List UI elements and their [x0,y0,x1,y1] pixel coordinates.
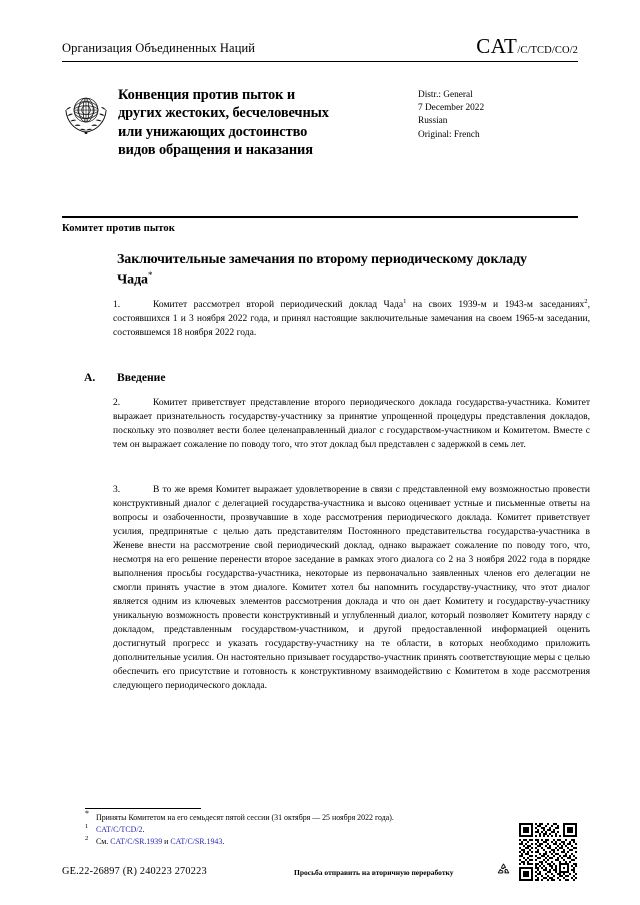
document-symbol-suffix: /C/TCD/CO/2 [517,45,578,56]
organization-name: Организация Объединенных Наций [62,41,256,56]
paragraph-1-text-mid: на своих 1939-м и 1943-м заседаниях [406,299,585,310]
convention-title [118,86,406,159]
footnote-divider [85,808,201,809]
footnote-list [85,809,505,848]
distribution-info [406,86,578,142]
section-a-label: Введение [117,371,166,384]
paragraph-3 [113,483,590,693]
distribution-original: Original: French [418,129,480,140]
paragraph-1-text-pre: Комитет рассмотрел второй периодический доклад Чада [153,299,404,310]
footnote-2-text-before: См. [96,837,111,847]
footnote-2-text-mid: и [162,837,171,847]
footnote-2-link-2[interactable]: CAT/C/SR.1943 [170,837,223,847]
footnote-1-link[interactable]: CAT/C/TCD/2 [96,825,143,835]
document-number: GE.22-26897 (R) 240223 270223 [62,866,207,877]
paragraph-1-text-post: , состоявшихся 1 и 3 ноября 2022 года, и принял настоящие заключительные замечания на своем 1965-м заседании, состоявшемся 18 ноября 2022 года. [113,299,590,338]
page-title [117,250,547,290]
convention-title-line-4: видов обращения и наказания [118,141,313,158]
section-heading-a [84,371,166,384]
paragraph-1-number: 1. [113,299,121,310]
masthead-row [62,36,578,58]
committee-name: Комитет против пыток [62,223,175,234]
header-divider [62,216,578,218]
document-symbol [476,36,578,58]
footnote-star: * Приняты Комитетом на его семьдесят пятой сессии (31 октября — 25 ноября 2022 года). [85,809,394,822]
section-a-letter: A. [84,371,96,384]
footnote-1: 1 CAT/C/TCD/2. [85,823,145,835]
convention-block [62,86,578,159]
distribution-line: Distr.: General [418,90,473,100]
footnote-2: 2 См. CAT/C/SR.1939 и CAT/C/SR.1943. [85,835,225,847]
paragraph-2-number: 2. [113,397,121,408]
footnote-2-link-1[interactable]: CAT/C/SR.1939 [110,837,163,847]
document-symbol-main: CAT [476,34,518,58]
convention-title-line-3: или унижающих достоинство [118,123,308,140]
qr-code[interactable] [519,823,577,881]
paragraph-1-footnote-ref-2[interactable]: 2 [584,297,588,305]
paragraph-3-text: В то же время Комитет выражает удовлетворение в связи с представленной ему возможностью провести конструктивный диалог с делегацией государства-участника и высоко оценивает устные и письменные ответы на вопросы и озабоченности, прозвучавшие в ходе рассмотрения периодического доклада. Комитет приветствует усилия, предпринятые с целью дать представителям Постоянного представительства государства-участника в Женеве внести на рассмотрение свой периодический доклад, однако выражает сожаление по поводу того, что, несмотря на его решение перенести второе заседание в рамках этого диалога со 2 на 3 ноября 2022 года в порядке выполнения просьбы государства-участника, некоторые из первоначально заявленных членов его делегации не смогли принять участие в этом диалоге. Комитет хотел бы напомнить государству-участнику, что этот диалог является одним из ключевых элементов рассмотрения доклада и что он дает Комитету и государству-участнику уникальную возможность провести конструктивный и углубленный диалог, который позволяет Комитету наряду с докладом, представленным государством-участником, и другой предоставленной информацией оценить достигнутый прогресс и указать государству-участнику на те области, в которых необходимо приложить дополнительные усилия. Он настоятельно призывает государство-участник принять соответствующие меры с целью обеспечить его присутствие и готовность к конструктивному взаимодействию с Комитетом в ходе рассмотрения следующего периодического доклада. [113,484,590,691]
paragraph-1 [113,298,590,340]
page-title-footnote-mark: * [147,270,153,281]
distribution-language: Russian [418,116,448,127]
paragraph-1-footnote-ref-1[interactable]: 1 [403,297,407,305]
distribution-date: 7 December 2022 [418,103,485,114]
paragraph-2-text: Комитет приветствует представление второго периодического доклада государства-участника. Комитет выражает признательность государству-участнику за принятие упрощенной процедуры представления докладов, поскольку это позволяет вести более целенаправленный диалог с государством-участником и Комитетом. Вместе с тем он выражает сожаление по поводу того, что этот доклад был представлен с задержкой в семь лет. [113,397,590,450]
masthead [62,36,578,62]
paragraph-3-number: 3. [113,484,121,495]
page-title-text: Заключительные замечания по второму периодическому докладу Чада [117,252,527,288]
footnote-2-text-after: . [222,837,225,847]
masthead-divider [62,61,578,62]
recycle-note: Просьба отправить на вторичную переработку [294,868,454,877]
convention-title-line-1: Конвенция против пыток и [118,87,296,103]
recycle-icon [496,862,511,877]
convention-title-line-2: других жестоких, бесчеловечных [118,105,329,122]
paragraph-2 [113,396,590,452]
un-emblem [62,88,110,136]
footnote-1-text-after: . [142,825,145,835]
footnote-star-text: Приняты Комитетом на его семьдесят пятой сессии (31 октября — 25 ноября 2022 года). [96,813,394,822]
